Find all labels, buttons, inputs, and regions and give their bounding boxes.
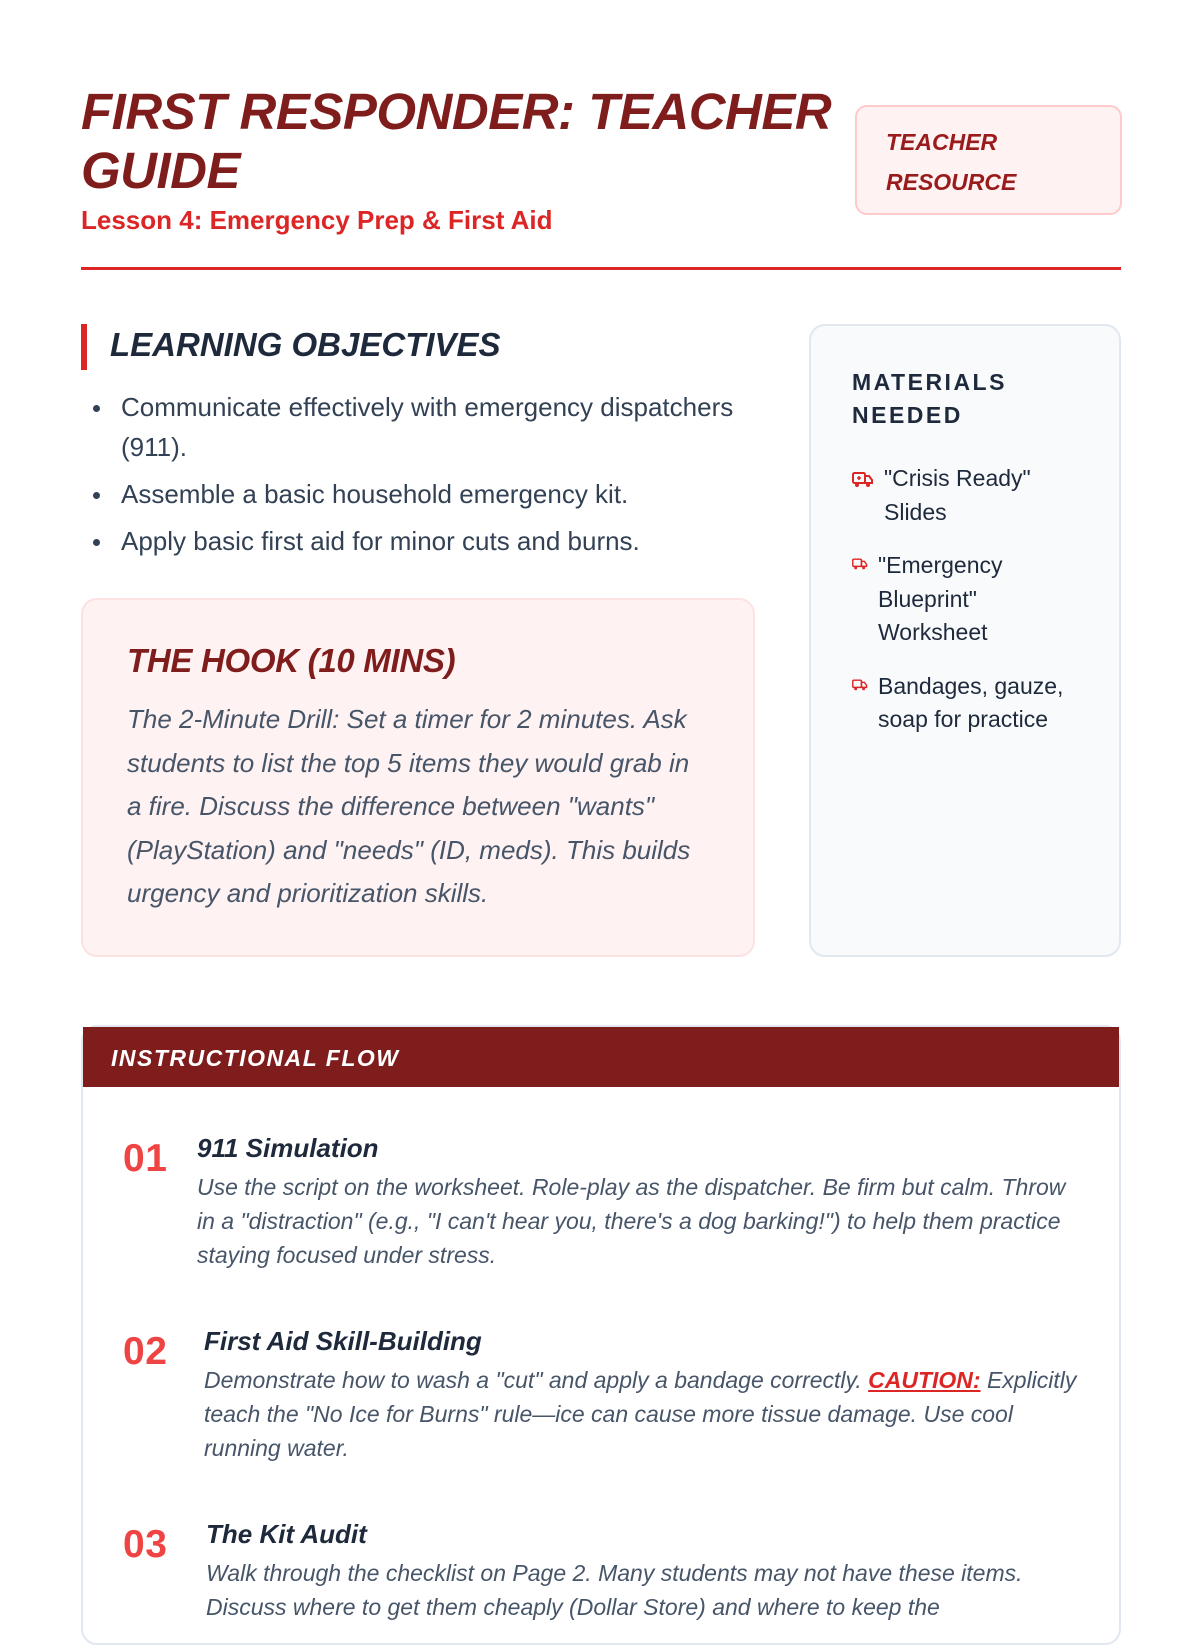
step-text: Walk through the checklist on Page 2. Many students may not have these items. Discuss where to get them cheaply (Dollar Store) and where to keep the <box>206 1560 1023 1620</box>
hook-text: The 2-Minute Drill: Set a timer for 2 minutes. Ask students to list the top 5 items they would grab in a fire. Discuss the difference between "wants" (PlayStation) and "needs" (ID, meds). This builds urgency and prioritization skills. <box>127 704 691 908</box>
objective-item: Communicate effectively with emergency dispatchers (911). <box>81 387 761 467</box>
materials-title: MATERIALS NEEDED <box>852 369 1007 428</box>
hook-title: THE HOOK (10 MINS) <box>127 642 456 679</box>
step-number: 01 <box>123 1137 168 1180</box>
step-body <box>197 1131 1077 1272</box>
material-label: "Emergency Blueprint" Worksheet <box>878 552 1003 645</box>
materials-card <box>809 324 1121 957</box>
objective-item: Assemble a basic household emergency kit. <box>81 474 761 514</box>
step-body <box>204 1324 1084 1465</box>
step-number: 02 <box>123 1330 168 1373</box>
header-divider <box>81 267 1121 270</box>
step-title: 911 Simulation <box>197 1133 379 1163</box>
step-text-detail: Explicitly teach the "No Ice for Burns" rule—ice can cause more tissue damage. Use cool running water. <box>204 1367 1077 1461</box>
step-number: 03 <box>123 1523 168 1566</box>
lesson-subtitle: Lesson 4: Emergency Prep & First Aid <box>81 205 553 235</box>
step-text: Use the script on the worksheet. Role-play as the dispatcher. Be firm but calm. Throw in a "distraction" (e.g., "I can't hear you, there's a dog barking!") to help them practice staying focused under stress. <box>197 1174 1066 1268</box>
page-title: FIRST RESPONDER: TEACHER GUIDE <box>81 83 832 199</box>
hook-card <box>81 598 755 957</box>
materials-list <box>852 462 1079 737</box>
truck-icon <box>852 557 868 575</box>
instructional-flow <box>81 1025 1121 1645</box>
resource-badge: TEACHER RESOURCE <box>855 105 1122 215</box>
material-label: Bandages, gauze, soap for practice <box>878 672 1064 732</box>
step-text <box>204 1363 1084 1465</box>
truck-icon <box>852 678 868 696</box>
caution-label: CAUTION: <box>868 1367 981 1393</box>
material-item <box>852 549 1079 650</box>
step-text-intro: Demonstrate how to wash a "cut" and apply a bandage correctly. <box>204 1367 862 1393</box>
objectives-list <box>81 387 761 568</box>
material-item <box>852 462 1079 529</box>
section-accent-bar <box>81 324 87 370</box>
objectives-title: LEARNING OBJECTIVES <box>110 326 501 363</box>
flow-header: INSTRUCTIONAL FLOW <box>83 1027 1119 1087</box>
objective-item: Apply basic first aid for minor cuts and burns. <box>81 521 761 561</box>
material-label: "Crisis Ready" Slides <box>884 465 1031 525</box>
material-item <box>852 670 1079 737</box>
truck-icon <box>852 470 874 493</box>
step-title: The Kit Audit <box>206 1519 367 1549</box>
step-body <box>206 1517 1086 1624</box>
step-title: First Aid Skill-Building <box>204 1326 482 1356</box>
